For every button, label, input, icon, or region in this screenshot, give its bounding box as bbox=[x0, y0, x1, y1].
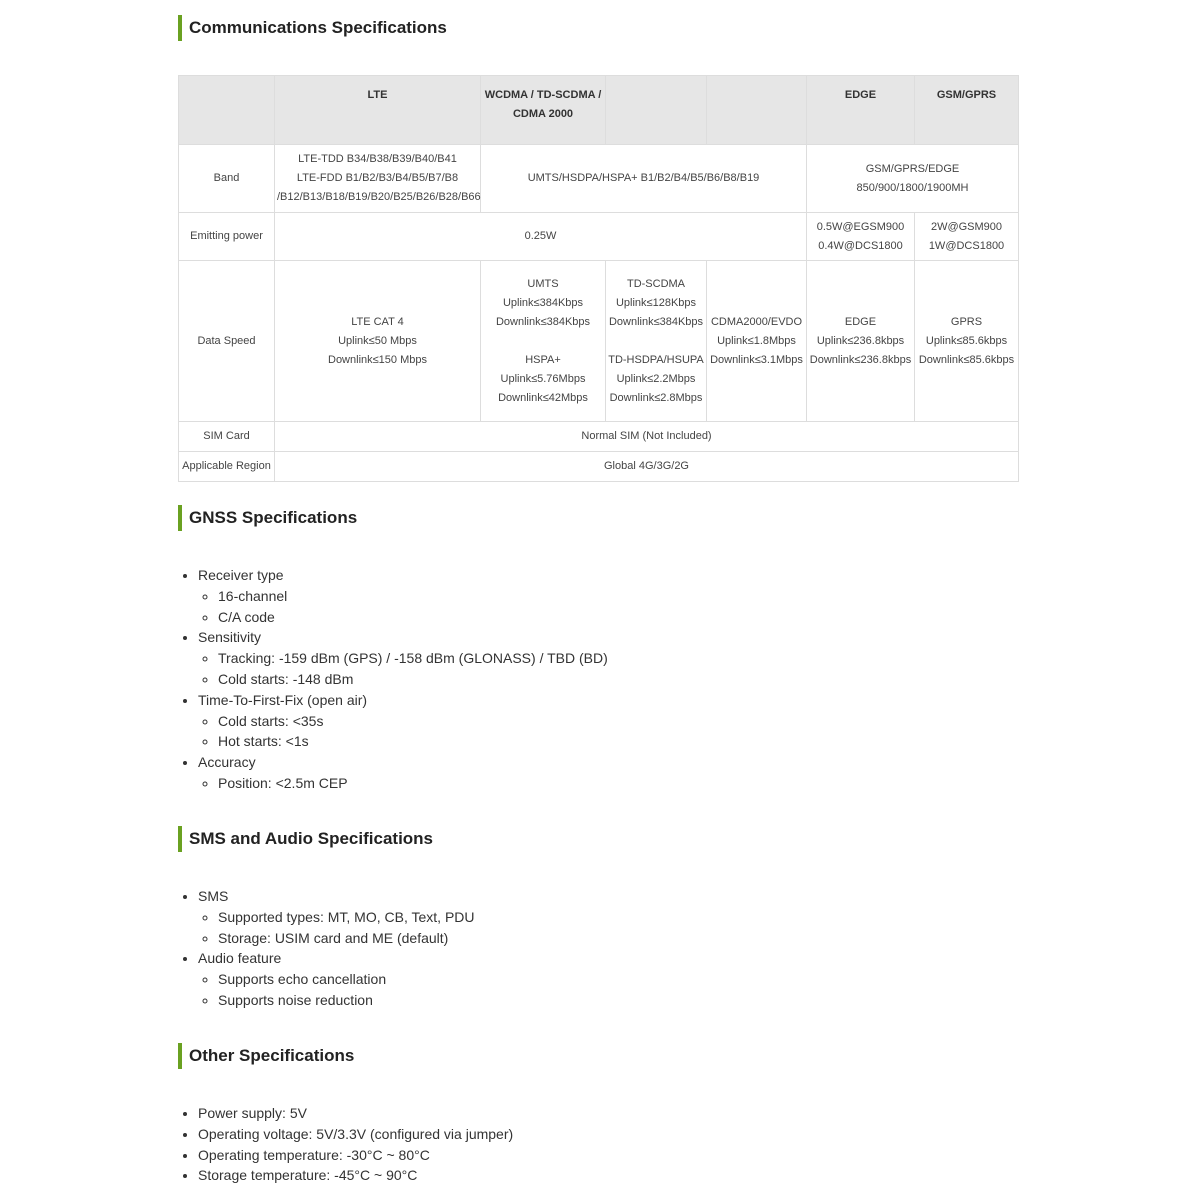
cell-line: Downlink≤384Kbps bbox=[495, 315, 591, 328]
cell-line: GPRS bbox=[950, 315, 983, 328]
list-item bbox=[198, 690, 608, 752]
sub-list bbox=[198, 586, 608, 628]
cell-line: Uplink≤85.6kbps bbox=[925, 334, 1008, 347]
sub-list-item: ◦ C/A code bbox=[218, 607, 608, 628]
list-item-label: Audio feature bbox=[198, 950, 282, 967]
table-header-row bbox=[179, 76, 1019, 145]
header-cell: WCDMA / TD-SCDMA / CDMA 2000 bbox=[481, 76, 606, 145]
cell: 0.25W bbox=[275, 213, 807, 261]
cell: GSM/GPRS/EDGE 850/900/1800/1900MH bbox=[807, 145, 1019, 213]
cell-line: LTE-TDD B34/B38/B39/B40/B41 bbox=[298, 153, 457, 165]
section-heading-communications: Communications Specifications bbox=[178, 15, 447, 41]
header-cell: EDGE bbox=[807, 76, 915, 145]
header-cell: LTE bbox=[275, 76, 481, 145]
header-cell bbox=[707, 76, 807, 145]
cell bbox=[915, 261, 1019, 422]
cell-line: TD-SCDMA bbox=[626, 277, 686, 290]
list-item: • Storage temperature: -45°C ~ 90°C bbox=[198, 1165, 513, 1186]
cell-line bbox=[483, 332, 603, 351]
cell-line: Downlink≤2.8Mbps bbox=[609, 391, 703, 404]
cell-line: Uplink≤1.8Mbps bbox=[717, 334, 796, 347]
sub-list-item: ◦ Cold starts: -148 dBm bbox=[218, 669, 608, 690]
cell-line: CDMA2000/EVDO bbox=[710, 315, 803, 328]
cell bbox=[275, 145, 481, 213]
cell: UMTS/HSDPA/HSPA+ B1/B2/B4/B5/B6/B8/B19 bbox=[481, 145, 807, 213]
other-list bbox=[178, 1103, 513, 1186]
cell-line: Downlink≤42Mbps bbox=[498, 391, 588, 404]
sub-list bbox=[198, 907, 475, 949]
sub-list-item: ◦ Tracking: -159 dBm (GPS) / -158 dBm (GLONASS) / TBD (BD) bbox=[218, 648, 608, 669]
list-item bbox=[198, 752, 608, 794]
sub-list-item: ◦ Position: <2.5m CEP bbox=[218, 773, 608, 794]
cell-line: 0.4W@DCS1800 bbox=[818, 239, 903, 252]
cell-line: 0.5W@EGSM900 bbox=[816, 220, 905, 233]
cell-line: HSPA+ bbox=[525, 353, 561, 366]
table-row bbox=[179, 452, 1019, 482]
cell-line: Uplink≤236.8kbps bbox=[816, 334, 905, 347]
sub-list bbox=[198, 711, 608, 753]
cell-line: Uplink≤5.76Mbps bbox=[500, 372, 586, 385]
header-cell bbox=[606, 76, 707, 145]
cell-line: Uplink≤2.2Mbps bbox=[616, 372, 696, 385]
table-row bbox=[179, 213, 1019, 261]
row-label: Band bbox=[179, 145, 275, 213]
cell-line: Uplink≤384Kbps bbox=[502, 296, 584, 309]
gnss-list bbox=[178, 565, 608, 794]
sub-list-item: ◦ Supported types: MT, MO, CB, Text, PDU bbox=[218, 907, 475, 928]
sub-list-item: ◦ Supports noise reduction bbox=[218, 990, 475, 1011]
section-heading-other: Other Specifications bbox=[178, 1043, 354, 1069]
cell-line bbox=[608, 332, 704, 351]
sub-list bbox=[198, 969, 475, 1011]
sub-list-item: ◦ 16-channel bbox=[218, 586, 608, 607]
table-row bbox=[179, 422, 1019, 452]
list-item bbox=[198, 886, 475, 948]
cell bbox=[807, 213, 915, 261]
list-item-label: Receiver type bbox=[198, 567, 284, 583]
cell-line: Downlink≤236.8kbps bbox=[809, 353, 912, 366]
cell-line: TD-HSDPA/HSUPA bbox=[608, 353, 704, 366]
cell-line: Downlink≤3.1Mbps bbox=[710, 353, 803, 366]
sub-list-item: ◦ Supports echo cancellation bbox=[218, 969, 475, 990]
cell-line: LTE-FDD B1/B2/B3/B4/B5/B7/B8 bbox=[296, 172, 459, 184]
list-item bbox=[198, 565, 608, 627]
table-row bbox=[179, 261, 1019, 422]
cell bbox=[275, 261, 481, 422]
row-label: Emitting power bbox=[179, 213, 275, 261]
cell-line: Downlink≤150 Mbps bbox=[328, 353, 427, 366]
sub-list-item: ◦ Hot starts: <1s bbox=[218, 731, 608, 752]
cell bbox=[481, 261, 606, 422]
communications-spec-table bbox=[178, 75, 1019, 482]
list-item-label: Accuracy bbox=[198, 754, 256, 771]
cell-line: Downlink≤384Kbps bbox=[608, 315, 704, 328]
row-label: Data Speed bbox=[179, 261, 275, 422]
row-label: Applicable Region bbox=[179, 452, 275, 482]
table-row bbox=[179, 145, 1019, 213]
section-heading-sms-audio: SMS and Audio Specifications bbox=[178, 826, 433, 852]
cell-line: 1W@DCS1800 bbox=[928, 239, 1005, 252]
sms-audio-list bbox=[178, 886, 475, 1011]
cell-line: /B12/B13/B18/B19/B20/B25/B26/B28/B66 bbox=[277, 191, 481, 203]
cell bbox=[707, 261, 807, 422]
cell-line: Uplink≤50 Mbps bbox=[338, 334, 417, 347]
list-item: • Operating voltage: 5V/3.3V (configured via jumper) bbox=[198, 1124, 513, 1145]
cell: Normal SIM (Not Included) bbox=[275, 422, 1019, 452]
cell-line: 2W@GSM900 bbox=[930, 220, 1003, 233]
cell-line: LTE CAT 4 bbox=[351, 315, 404, 328]
cell bbox=[606, 261, 707, 422]
cell-line: UMTS bbox=[527, 277, 559, 290]
sub-list-item: ◦ Cold starts: <35s bbox=[218, 711, 608, 732]
header-cell: GSM/GPRS bbox=[915, 76, 1019, 145]
cell-line: EDGE bbox=[844, 315, 877, 328]
sub-list bbox=[198, 648, 608, 690]
sub-list-item: ◦ Storage: USIM card and ME (default) bbox=[218, 928, 475, 949]
cell-line: Downlink≤85.6kbps bbox=[918, 353, 1015, 366]
cell-line: Uplink≤128Kbps bbox=[615, 296, 697, 309]
header-cell bbox=[179, 76, 275, 145]
list-item bbox=[198, 627, 608, 689]
list-item bbox=[198, 948, 475, 1010]
sub-list bbox=[198, 773, 608, 794]
list-item: • Power supply: 5V bbox=[198, 1103, 513, 1124]
cell bbox=[807, 261, 915, 422]
list-item-label: SMS bbox=[198, 888, 229, 904]
list-item: • Operating temperature: -30°C ~ 80°C bbox=[198, 1145, 513, 1166]
list-item-label: Time-To-First-Fix (open air) bbox=[198, 691, 368, 708]
list-item-label: Sensitivity bbox=[198, 629, 262, 646]
section-heading-gnss: GNSS Specifications bbox=[178, 505, 357, 531]
cell bbox=[915, 213, 1019, 261]
row-label: SIM Card bbox=[179, 422, 275, 452]
cell: Global 4G/3G/2G bbox=[275, 452, 1019, 482]
